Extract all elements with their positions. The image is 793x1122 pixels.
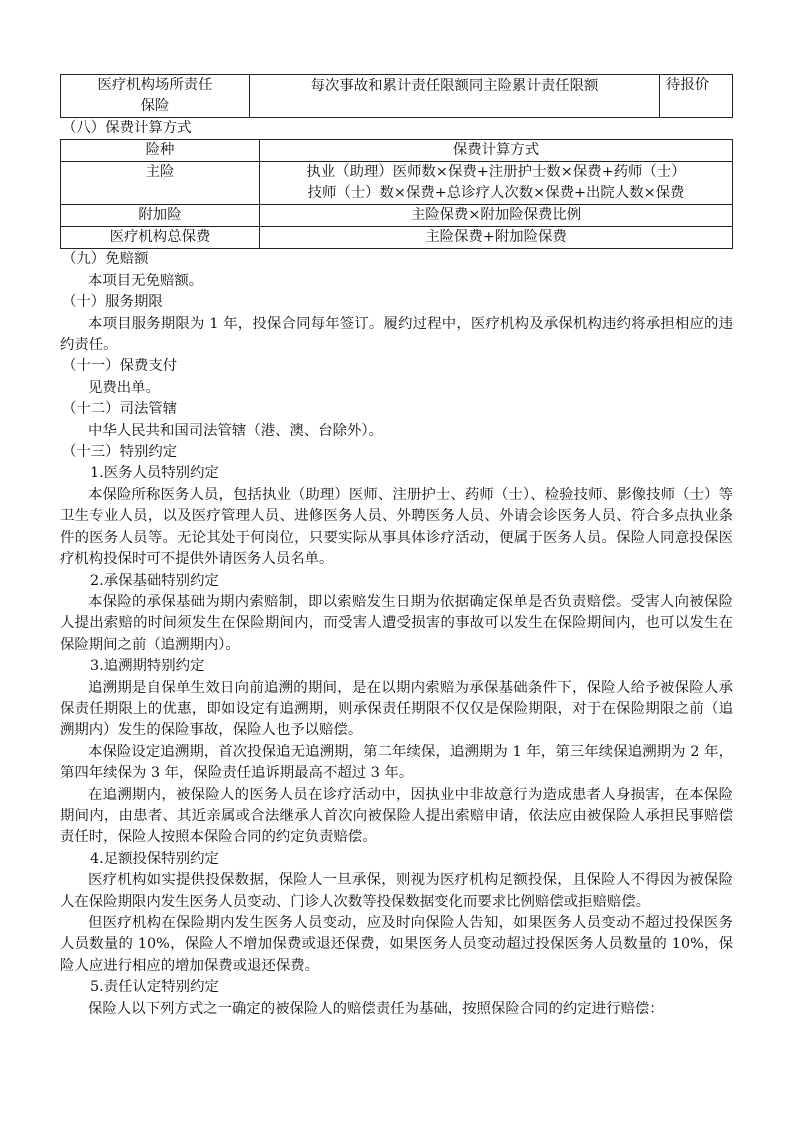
table-header-row xyxy=(61,140,733,162)
paragraph: 本保险所称医务人员，包括执业（助理）医师、注册护士、药师（士）、检验技师、影像技师（士）等卫生专业人员，以及医疗管理人员、进修医务人员、外聘医务人员、外请会诊医务人员、符合多点执业条件的医务人员等。无论其处于何岗位，只要实际从事具体诊疗活动，便属于医务人员。保险人同意投保医疗机构投保时可不提供外请医务人员名单。 xyxy=(60,486,733,568)
paragraph: 见费出单。 xyxy=(88,379,160,396)
subsection-title: 1.医务人员特别约定 xyxy=(90,465,219,482)
section-heading: （十三）特别约定 xyxy=(62,444,178,461)
formula-line: 技师（士）数×保费+总诊疗人次数×保费+出院人数×保费 xyxy=(307,185,685,202)
section-heading: （十）服务期限 xyxy=(62,294,163,311)
paragraph: 中华人民共和国司法管辖（港、澳、台除外）。 xyxy=(88,422,384,439)
cell-total-method: 主险保费+附加险保费 xyxy=(260,227,733,249)
paragraph: 医疗机构如实提供投保数据，保险人一旦承保，则视为医疗机构足额投保，且保险人不得因为被保险人在保险期限内发生医务人员变动、门诊人次数等投保数据变化而要求比例赔偿或拒赔赔偿。 xyxy=(60,872,733,910)
coverage-name-line: 医疗机构场所责任 xyxy=(97,77,213,93)
section-heading: （八）保费计算方式 xyxy=(62,120,192,136)
cell-addon-label: 附加险 xyxy=(61,205,260,227)
subsection-title: 4.足额投保特别约定 xyxy=(90,850,219,867)
cell-main-label: 主险 xyxy=(61,162,260,205)
subsection-title: 5.责任认定特别约定 xyxy=(90,979,219,996)
paragraph: 本保险设定追溯期，首次投保追无追溯期，第二年续保，追溯期为 1 年，第三年续保追溯期为 2 年，第四年续保为 3 年，保险责任追诉期最高不超过 3 年。 xyxy=(60,743,733,782)
paragraph: 本项目服务期限为 1 年，投保合同每年签订。履约过程中，医疗机构及承保机构违约将承担相应的违约责任。 xyxy=(60,315,733,354)
table-row xyxy=(61,227,733,249)
liability-table xyxy=(60,74,733,118)
premium-table xyxy=(60,139,733,249)
section-heading: （九）免赔额 xyxy=(62,251,149,268)
table-row xyxy=(61,205,733,227)
cell-addon-method: 主险保费×附加险保费比例 xyxy=(260,205,733,227)
section-heading: （十一）保费支付 xyxy=(62,358,178,375)
coverage-limit-cell: 每次事故和累计责任限额同主险累计责任限额 xyxy=(250,75,660,118)
paragraph: 保险人以下列方式之一确定的被保险人的赔偿责任为基础，按照保险合同的约定进行赔偿： xyxy=(88,1000,664,1017)
coverage-name-line: 保险 xyxy=(140,98,170,114)
cell-main-method xyxy=(260,162,733,205)
subsection-title: 3.追溯期特别约定 xyxy=(90,658,205,675)
paragraph: 本项目无免赔额。 xyxy=(88,272,204,289)
subsection-title: 2.承保基础特别约定 xyxy=(90,572,219,589)
section-heading: （十二）司法管辖 xyxy=(62,401,178,418)
coverage-price-cell: 待报价 xyxy=(660,75,733,118)
paragraph: 在追溯期内，被保险人的医务人员在诊疗活动中，因执业中非故意行为造成患者人身损害，在本保险期间内，由患者、其近亲属或合法继承人首次向被保险人提出索赔申请，依法应由被保险人承担民事赔偿责任时，保险人按照本保险合同的约定负责赔偿。 xyxy=(60,786,733,846)
column-header-method: 保费计算方式 xyxy=(260,140,733,162)
paragraph: 但医疗机构在保险期内发生医务人员变动，应及时向保险人告知，如果医务人员变动不超过投保医务人员数量的 10%，保险人不增加保费或退还保费，如果医务人员变动超过投保医务人员数量的 10%，保险人应进行相应的增加保费或退还保费。 xyxy=(60,915,733,974)
cell-total-label: 医疗机构总保费 xyxy=(61,227,260,249)
document-page xyxy=(60,74,733,1020)
table-row xyxy=(61,75,733,118)
paragraph: 追溯期是自保单生效日向前追溯的期间，是在以期内索赔为承保基础条件下，保险人给予被保险人承保责任期限上的优惠，即如设定有追溯期，则承保责任期限不仅仅是保险期限，对于在保险期限之前（追溯期内）发生的保险事故，保险人也予以赔偿。 xyxy=(60,679,733,739)
table-row xyxy=(61,162,733,205)
formula-line: 执业（助理）医师数×保费+注册护士数×保费+药师（士） xyxy=(306,164,686,181)
column-header-type: 险种 xyxy=(61,140,260,162)
coverage-name-cell xyxy=(61,75,250,118)
paragraph: 本保险的承保基础为期内索赔制，即以索赔发生日期为依据确定保单是否负责赔偿。受害人向被保险人提出索赔的时间须发生在保险期间内，而受害人遭受损害的事故可以发生在保险期间内，也可以发生在保险期间之前（追溯期内）。 xyxy=(60,593,733,653)
